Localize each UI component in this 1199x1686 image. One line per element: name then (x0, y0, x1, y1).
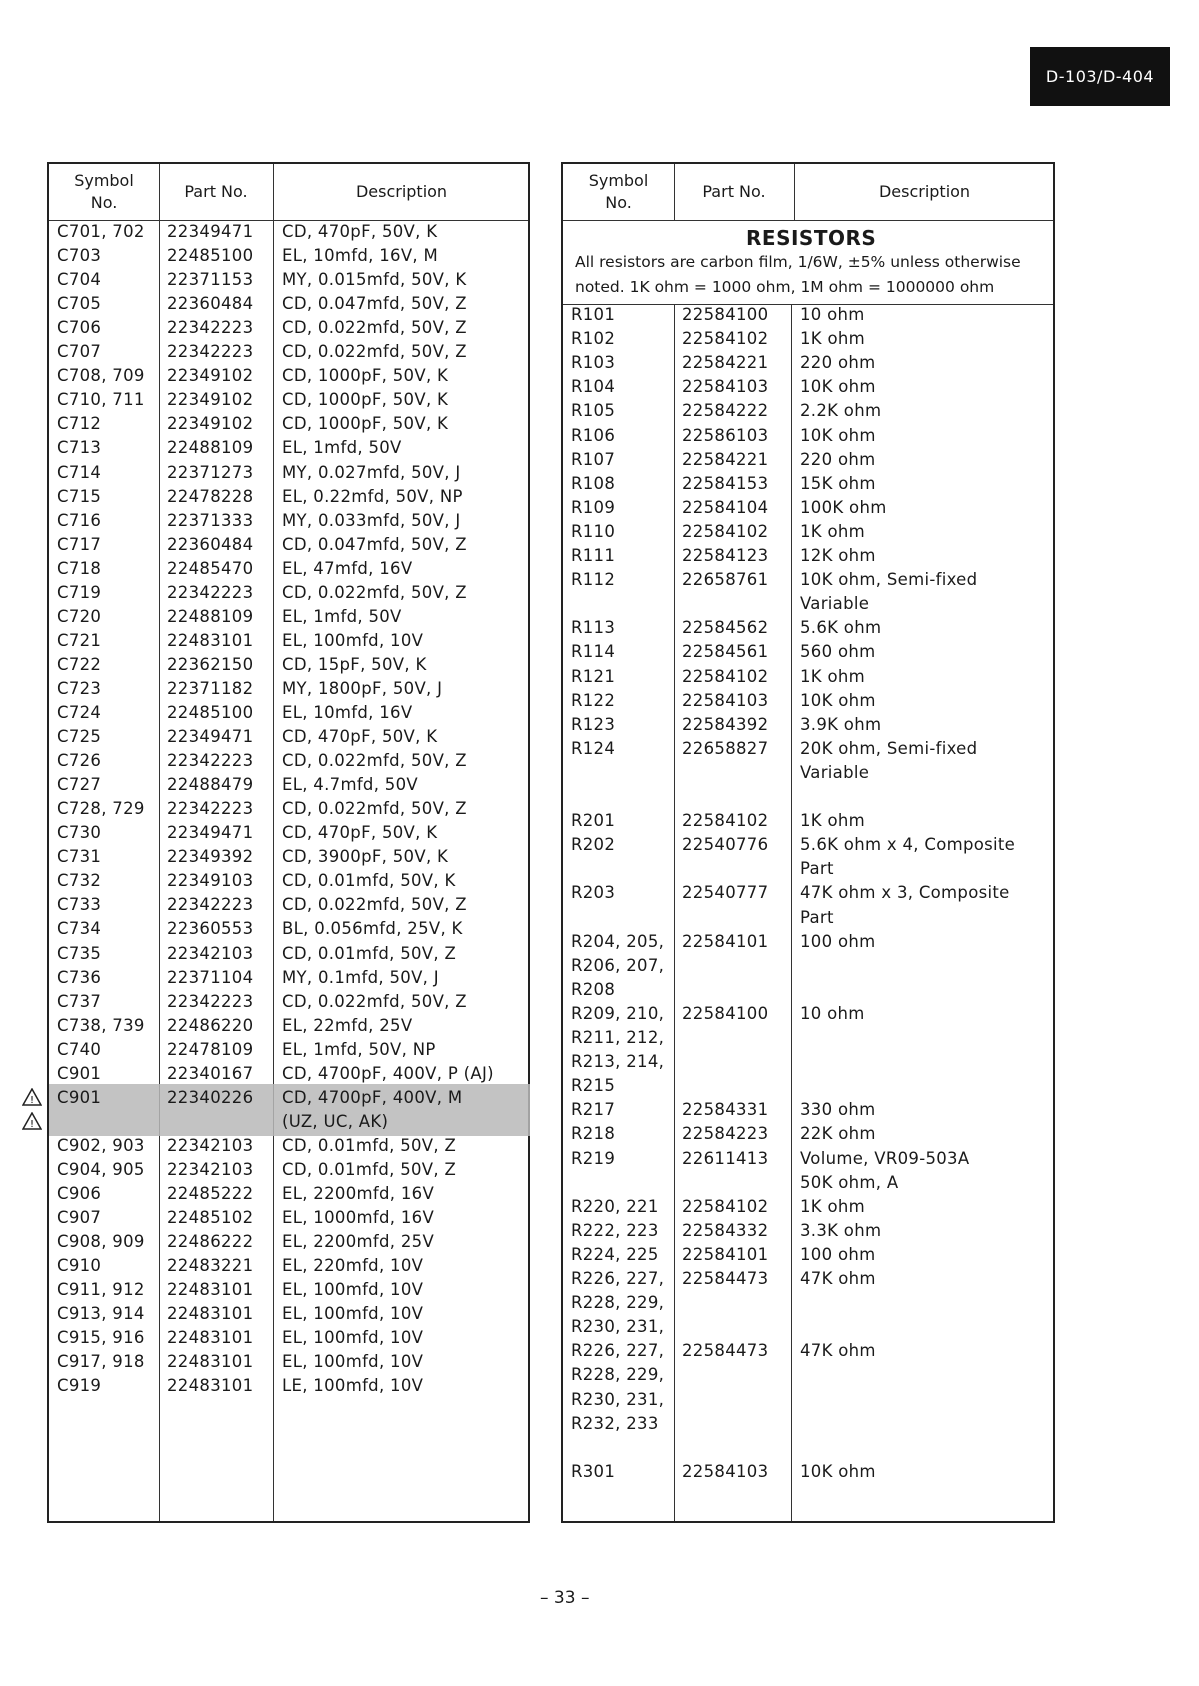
part-number: 22349102 (167, 414, 254, 434)
part-number: 22362150 (167, 654, 254, 674)
page-number: – 33 – (540, 1588, 590, 1608)
part-symbol: R219 (571, 1148, 616, 1168)
part-number: 22540776 (682, 835, 769, 855)
part-number: 22584100 (682, 305, 769, 324)
part-description: 560 ohm (800, 642, 876, 662)
part-description: (UZ, UC, AK) (282, 1111, 389, 1131)
part-description: 3.9K ohm (800, 714, 882, 734)
part-symbol: R208 (571, 979, 616, 999)
part-number: 22584221 (682, 449, 769, 469)
part-description: 10K ohm (800, 377, 876, 397)
part-description: 5.6K ohm x 4, Composite (800, 835, 1016, 855)
part-description: 20K ohm, Semi-fixed (800, 738, 978, 758)
part-description: EL, 0.22mfd, 50V, NP (282, 486, 463, 506)
part-number: 22349471 (167, 222, 254, 241)
header-symbol-line1: Symbol (588, 171, 649, 190)
part-number: 22342103 (167, 1135, 254, 1155)
part-description: 10K ohm (800, 690, 876, 710)
part-symbol: C906 (57, 1184, 102, 1203)
part-description: 15K ohm (800, 473, 876, 493)
part-description: 10 ohm (800, 1003, 865, 1023)
part-number: 22349102 (167, 390, 254, 410)
part-number: 22584102 (682, 666, 769, 686)
part-symbol: R101 (571, 305, 616, 324)
part-description: CD, 0.047mfd, 50V, Z (282, 294, 467, 314)
part-description: 12K ohm (800, 546, 876, 565)
part-number: 22584222 (682, 401, 769, 421)
part-symbol: R110 (571, 521, 616, 541)
part-number: 22349103 (167, 871, 254, 891)
part-description: EL, 1000mfd, 16V (282, 1208, 435, 1228)
part-description: 2.2K ohm (800, 401, 882, 421)
header-description: Description (355, 182, 448, 201)
part-symbol: C708, 709 (57, 366, 145, 386)
part-number: 22586103 (682, 425, 769, 445)
header-symbol-line2: No. (605, 193, 632, 212)
part-symbol: C901 (57, 1063, 102, 1083)
part-number: 22483101 (167, 1376, 254, 1396)
part-number: 22360484 (167, 294, 254, 314)
part-symbol: C733 (57, 895, 102, 915)
part-description: CD, 1000pF, 50V, K (282, 366, 449, 386)
part-number: 22371104 (167, 967, 254, 987)
part-description: CD, 4700pF, 400V, M (282, 1087, 463, 1107)
part-symbol: R121 (571, 666, 616, 686)
part-number: 22584102 (682, 329, 769, 349)
part-description: 10K ohm, Semi-fixed (800, 570, 978, 590)
header-symbol-line1: Symbol (74, 171, 134, 190)
part-description: EL, 100mfd, 10V (282, 1304, 424, 1324)
part-description: 47K ohm (800, 1341, 876, 1361)
part-description: EL, 100mfd, 10V (282, 1328, 424, 1348)
part-number: 22360553 (167, 919, 254, 939)
part-description: CD, 0.022mfd, 50V, Z (282, 582, 467, 602)
part-description: EL, 220mfd, 10V (282, 1256, 424, 1276)
part-symbol: R114 (571, 642, 616, 662)
part-description: MY, 0.1mfd, 50V, J (282, 967, 439, 987)
part-symbol: R209, 210, (571, 1003, 665, 1023)
header-part-no: Part No. (702, 182, 766, 201)
part-number: 22584473 (682, 1269, 769, 1288)
part-number: 22483221 (167, 1256, 254, 1276)
part-symbol: C727 (57, 775, 102, 795)
part-symbol: C910 (57, 1256, 102, 1276)
part-symbol: C710, 711 (57, 390, 145, 410)
part-symbol: R123 (571, 714, 616, 734)
part-description: 1K ohm (800, 521, 865, 541)
part-symbol: C738, 739 (57, 1015, 145, 1035)
part-number: 22584123 (682, 546, 769, 565)
part-number: 22485222 (167, 1184, 254, 1203)
part-symbol: R230, 231, (571, 1389, 665, 1409)
header-symbol (49, 164, 159, 220)
part-number: 22584153 (682, 473, 769, 493)
part-symbol: C705 (57, 294, 102, 314)
part-number: 22584332 (682, 1220, 769, 1240)
part-description: CD, 0.022mfd, 50V, Z (282, 751, 467, 771)
part-description: CD, 470pF, 50V, K (282, 222, 438, 241)
part-symbol: R113 (571, 618, 616, 638)
part-symbol: R109 (571, 497, 616, 517)
part-description: 10K ohm (800, 1461, 876, 1481)
part-description: EL, 22mfd, 25V (282, 1015, 413, 1035)
part-symbol: R111 (571, 546, 616, 565)
part-symbol: C902, 903 (57, 1135, 145, 1155)
part-symbol: R226, 227, (571, 1269, 665, 1288)
part-symbol: R112 (571, 570, 616, 590)
part-description: EL, 47mfd, 16V (282, 558, 413, 578)
part-number: 22584562 (682, 618, 769, 638)
part-number: 22584103 (682, 1461, 769, 1481)
part-symbol: C908, 909 (57, 1232, 145, 1252)
part-symbol: R102 (571, 329, 616, 349)
part-description: 1K ohm (800, 811, 865, 831)
part-symbol: C706 (57, 318, 102, 338)
part-description: CD, 0.022mfd, 50V, Z (282, 342, 467, 362)
part-symbol: C724 (57, 703, 102, 722)
part-description: LE, 100mfd, 10V (282, 1376, 424, 1396)
part-symbol: C725 (57, 727, 102, 747)
part-symbol: R204, 205, (571, 931, 665, 951)
part-description: CD, 0.01mfd, 50V, K (282, 871, 456, 891)
part-description: CD, 470pF, 50V, K (282, 823, 438, 843)
part-description: EL, 1mfd, 50V (282, 438, 402, 458)
part-symbol: R105 (571, 401, 616, 421)
part-description: CD, 0.022mfd, 50V, Z (282, 991, 467, 1011)
part-symbol: C919 (57, 1376, 102, 1396)
part-description: 47K ohm (800, 1269, 876, 1288)
part-number: 22478228 (167, 486, 254, 506)
part-symbol: R206, 207, (571, 955, 665, 975)
section-title: RESISTORS (746, 226, 877, 250)
model-badge: D-103/D-404 (1030, 47, 1170, 106)
part-description: 5.6K ohm (800, 618, 882, 638)
part-symbol: R106 (571, 425, 616, 445)
part-number: 22342223 (167, 991, 254, 1011)
header-description: Description (878, 182, 971, 201)
part-symbol: R104 (571, 377, 616, 397)
part-number: 22342103 (167, 943, 254, 963)
part-symbol: C703 (57, 246, 102, 266)
part-number: 22360484 (167, 534, 254, 554)
part-symbol: C735 (57, 943, 102, 963)
part-symbol: R217 (571, 1100, 616, 1120)
svg-text:!: ! (29, 1095, 35, 1106)
part-number: 22584101 (682, 1244, 769, 1264)
part-symbol: C714 (57, 462, 102, 482)
part-symbol: C717 (57, 534, 102, 554)
part-symbol: R203 (571, 883, 616, 903)
part-number: 22584331 (682, 1100, 769, 1120)
part-number: 22584473 (682, 1341, 769, 1361)
part-number: 22342103 (167, 1159, 254, 1179)
part-description: 47K ohm x 3, Composite (800, 883, 1010, 903)
header-symbol (563, 164, 674, 220)
part-number: 22584561 (682, 642, 769, 662)
part-symbol: C715 (57, 486, 102, 506)
part-symbol: R107 (571, 449, 616, 469)
part-number: 22584101 (682, 931, 769, 951)
part-description: 100 ohm (800, 931, 876, 951)
part-number: 22485100 (167, 703, 254, 722)
part-description: CD, 1000pF, 50V, K (282, 414, 449, 434)
part-description: CD, 0.022mfd, 50V, Z (282, 895, 467, 915)
part-description: CD, 0.01mfd, 50V, Z (282, 1159, 457, 1179)
part-number: 22540777 (682, 883, 769, 903)
part-symbol: C737 (57, 991, 102, 1011)
part-description: 10K ohm (800, 425, 876, 445)
part-description: 10 ohm (800, 305, 865, 324)
part-number: 22486222 (167, 1232, 254, 1252)
part-number: 22584392 (682, 714, 769, 734)
part-description: 22K ohm (800, 1124, 876, 1144)
part-symbol: C723 (57, 678, 102, 698)
part-description: Variable (800, 594, 870, 614)
part-symbol: R218 (571, 1124, 616, 1144)
part-symbol: R226, 227, (571, 1341, 665, 1361)
part-number: 22349471 (167, 727, 254, 747)
part-symbol: C707 (57, 342, 102, 362)
part-number: 22349471 (167, 823, 254, 843)
part-symbol: C720 (57, 606, 102, 626)
part-symbol: R202 (571, 835, 616, 855)
part-number: 22342223 (167, 318, 254, 338)
part-description: BL, 0.056mfd, 25V, K (282, 919, 463, 939)
part-symbol: C901 (57, 1087, 102, 1107)
part-symbol: C736 (57, 967, 102, 987)
part-description: 1K ohm (800, 666, 865, 686)
part-symbol: C907 (57, 1208, 102, 1228)
safety-warning-icon (22, 1088, 42, 1106)
part-symbol: C913, 914 (57, 1304, 145, 1324)
part-symbol: R122 (571, 690, 616, 710)
part-number: 22342223 (167, 895, 254, 915)
part-number: 22488479 (167, 775, 254, 795)
part-number: 22584102 (682, 811, 769, 831)
header-part-no: Part No. (184, 182, 248, 201)
header-symbol-line2: No. (90, 193, 118, 212)
part-description: Volume, VR09-503A (800, 1148, 970, 1168)
part-symbol: C728, 729 (57, 799, 145, 819)
part-symbol: C713 (57, 438, 102, 458)
part-number: 22483101 (167, 1304, 254, 1324)
part-number: 22483101 (167, 1328, 254, 1348)
part-number: 22485102 (167, 1208, 254, 1228)
part-number: 22584103 (682, 690, 769, 710)
part-description: EL, 100mfd, 10V (282, 1352, 424, 1372)
part-description: EL, 2200mfd, 25V (282, 1232, 435, 1252)
part-description: EL, 10mfd, 16V (282, 703, 413, 722)
part-description: MY, 0.027mfd, 50V, J (282, 462, 461, 482)
part-number: 22658761 (682, 570, 769, 590)
part-symbol: C730 (57, 823, 102, 843)
part-number: 22349392 (167, 847, 254, 867)
part-number: 22483101 (167, 1280, 254, 1300)
part-number: 22478109 (167, 1039, 254, 1059)
part-number: 22349102 (167, 366, 254, 386)
part-symbol: C704 (57, 270, 102, 290)
part-description: 330 ohm (800, 1100, 876, 1120)
part-number: 22371273 (167, 462, 254, 482)
section-note-line2: noted. 1K ohm = 1000 ohm, 1M ohm = 1000000 ohm (575, 278, 995, 296)
part-description: Variable (800, 762, 870, 782)
part-description: 220 ohm (800, 353, 876, 373)
part-number: 22483101 (167, 630, 254, 650)
part-number: 22342223 (167, 751, 254, 771)
part-symbol: C740 (57, 1039, 102, 1059)
part-number: 22371333 (167, 510, 254, 530)
part-number: 22584223 (682, 1124, 769, 1144)
part-number: 22340226 (167, 1087, 254, 1107)
part-symbol: R224, 225 (571, 1244, 659, 1264)
part-symbol: R108 (571, 473, 616, 493)
part-description: 220 ohm (800, 449, 876, 469)
part-number: 22483101 (167, 1352, 254, 1372)
part-description: EL, 2200mfd, 16V (282, 1184, 435, 1203)
part-symbol: C701, 702 (57, 222, 145, 241)
part-description: CD, 3900pF, 50V, K (282, 847, 449, 867)
part-symbol: R215 (571, 1076, 616, 1096)
part-description: CD, 1000pF, 50V, K (282, 390, 449, 410)
part-number: 22371153 (167, 270, 254, 290)
part-number: 22488109 (167, 606, 254, 626)
safety-warning-icon (22, 1112, 42, 1130)
part-description: CD, 0.022mfd, 50V, Z (282, 318, 467, 338)
part-number: 22488109 (167, 438, 254, 458)
part-symbol: R232, 233 (571, 1413, 659, 1433)
part-number: 22485470 (167, 558, 254, 578)
part-number: 22342223 (167, 799, 254, 819)
part-symbol: C734 (57, 919, 102, 939)
part-description: CD, 470pF, 50V, K (282, 727, 438, 747)
part-symbol: C718 (57, 558, 102, 578)
part-description: EL, 100mfd, 10V (282, 1280, 424, 1300)
part-description: 100K ohm (800, 497, 887, 517)
part-number: 22485100 (167, 246, 254, 266)
part-description: CD, 0.01mfd, 50V, Z (282, 1135, 457, 1155)
part-description: 3.3K ohm (800, 1220, 882, 1240)
part-description: MY, 0.033mfd, 50V, J (282, 510, 461, 530)
part-description: CD, 15pF, 50V, K (282, 654, 427, 674)
svg-text:!: ! (29, 1119, 35, 1130)
part-description: 1K ohm (800, 329, 865, 349)
part-description: 100 ohm (800, 1244, 876, 1264)
part-number: 22584102 (682, 1196, 769, 1216)
part-symbol: R103 (571, 353, 616, 373)
part-symbol: C731 (57, 847, 102, 867)
part-description: EL, 10mfd, 16V, M (282, 246, 439, 266)
part-description: EL, 1mfd, 50V (282, 606, 402, 626)
part-description: CD, 0.022mfd, 50V, Z (282, 799, 467, 819)
part-number: 22584103 (682, 377, 769, 397)
part-symbol: C917, 918 (57, 1352, 145, 1372)
part-description: Part (800, 907, 834, 927)
part-symbol: R230, 231, (571, 1317, 665, 1337)
part-symbol: R301 (571, 1461, 616, 1481)
section-note-line1: All resistors are carbon film, 1/6W, ±5% unless otherwise (575, 253, 1021, 271)
part-symbol: R124 (571, 738, 616, 758)
part-symbol: C726 (57, 751, 102, 771)
part-description: CD, 0.01mfd, 50V, Z (282, 943, 457, 963)
part-description: MY, 1800pF, 50V, J (282, 678, 443, 698)
part-number: 22658827 (682, 738, 769, 758)
part-symbol: C904, 905 (57, 1159, 145, 1179)
part-number: 22584102 (682, 521, 769, 541)
part-number: 22584100 (682, 1003, 769, 1023)
part-number: 22342223 (167, 582, 254, 602)
part-symbol: C716 (57, 510, 102, 530)
part-number: 22584104 (682, 497, 769, 517)
part-description: CD, 0.047mfd, 50V, Z (282, 534, 467, 554)
part-number: 22584221 (682, 353, 769, 373)
part-number: 22371182 (167, 678, 254, 698)
part-symbol: C732 (57, 871, 102, 891)
part-symbol: C719 (57, 582, 102, 602)
part-symbol: R211, 212, (571, 1028, 665, 1047)
part-symbol: C712 (57, 414, 102, 434)
part-symbol: R228, 229, (571, 1365, 665, 1385)
resistor-parts-table (561, 162, 1055, 1523)
part-symbol: R201 (571, 811, 616, 831)
part-number: 22342223 (167, 342, 254, 362)
part-description: 50K ohm, A (800, 1172, 899, 1192)
part-description: CD, 4700pF, 400V, P (AJ) (282, 1063, 494, 1083)
capacitor-parts-table (47, 162, 530, 1523)
part-symbol: C911, 912 (57, 1280, 145, 1300)
part-symbol: R220, 221 (571, 1196, 659, 1216)
part-symbol: C915, 916 (57, 1328, 145, 1348)
part-symbol: C722 (57, 654, 102, 674)
part-description: 1K ohm (800, 1196, 865, 1216)
part-symbol: R213, 214, (571, 1052, 665, 1072)
part-symbol: R222, 223 (571, 1220, 659, 1240)
part-symbol: R228, 229, (571, 1293, 665, 1313)
part-number: 22611413 (682, 1148, 769, 1168)
part-description: EL, 100mfd, 10V (282, 630, 424, 650)
part-description: EL, 1mfd, 50V, NP (282, 1039, 436, 1059)
part-description: MY, 0.015mfd, 50V, K (282, 270, 467, 290)
part-description: Part (800, 859, 834, 879)
part-number: 22486220 (167, 1015, 254, 1035)
part-number: 22340167 (167, 1063, 254, 1083)
part-description: EL, 4.7mfd, 50V (282, 775, 418, 795)
part-symbol: C721 (57, 630, 102, 650)
